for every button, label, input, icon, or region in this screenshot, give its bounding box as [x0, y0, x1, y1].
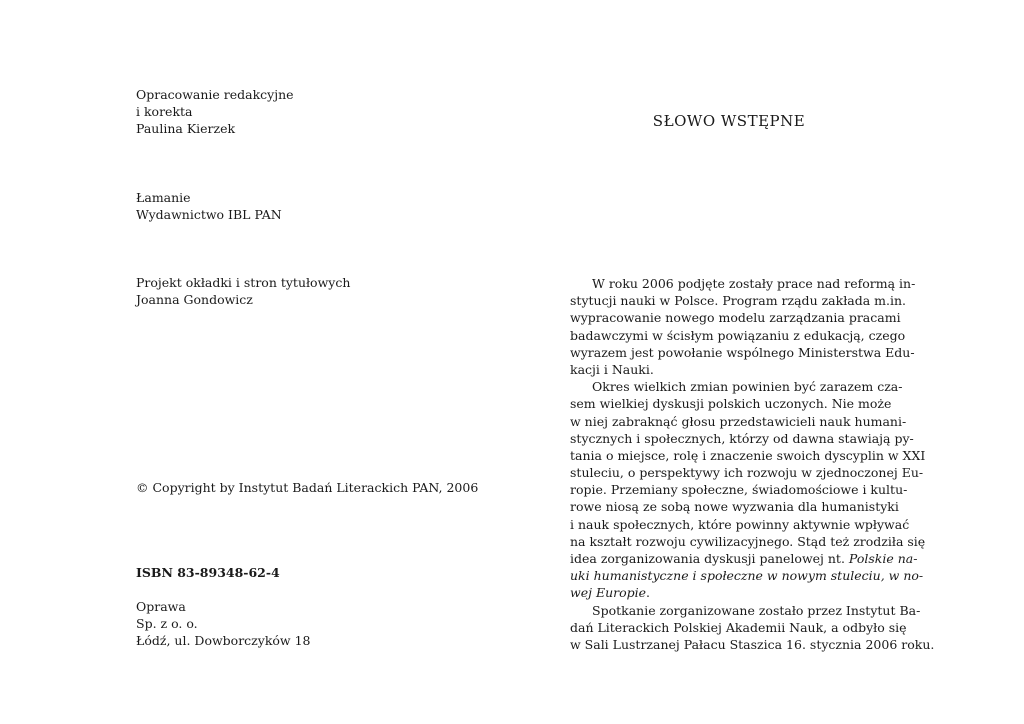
text-line: stycznych i społecznych, którzy od dawna stawiają py-	[570, 430, 914, 446]
text-line: wyrazem jest powołanie wspólnego Ministerstwa Edu-	[570, 344, 915, 360]
editing-credit	[136, 86, 294, 137]
text-line: dań Literackich Polskiej Akademii Nauk, a odbyło się	[570, 619, 907, 635]
italic-title-segment: wej Europie	[570, 585, 647, 601]
text-line: sem wielkiej dyskusji polskich uczonych. Nie może	[570, 396, 892, 412]
text-segment: .	[646, 585, 651, 601]
text-segment: idea zorganizowania dyskusji panelowej nt.	[570, 551, 845, 566]
text-line: W roku 2006 podjęte zostały prace nad reformą in-	[592, 276, 916, 291]
preface-text	[570, 275, 935, 653]
cover-design-role: Projekt okładki i stron tytułowych	[136, 275, 351, 290]
cover-design-person: Joanna Gondowicz	[136, 292, 253, 307]
page-title: SŁOWO WSTĘPNE	[652, 112, 806, 130]
text-line: w niej zabraknąć głosu przedstawicieli nauk humani-	[570, 413, 907, 429]
text-line-mixed	[570, 550, 918, 567]
text-line: rowe niosą ze sobą nowe wyzwania dla humanistyki	[570, 499, 899, 515]
binding-company: Sp. z o. o.	[136, 616, 198, 631]
text-line: i nauk społecznych, które powinny aktywnie wpływać	[570, 516, 910, 532]
text-line: kacji i Nauki.	[570, 361, 654, 377]
text-line: ropie. Przemiany społeczne, świadomościowe i kultu-	[570, 482, 908, 498]
binding-address: Łódź, ul. Dowborczyków 18	[136, 633, 311, 648]
typesetting-role: Łamanie	[136, 190, 191, 205]
text-line-mixed	[570, 584, 888, 601]
italic-title-segment: Polskie na-	[848, 551, 918, 566]
typesetting-credit	[136, 189, 282, 223]
cover-design-credit	[136, 274, 350, 308]
text-line: badawczymi w ścisłym powiązaniu z edukacją, czego	[570, 327, 906, 343]
binding-credit	[136, 598, 311, 649]
text-line: Spotkanie zorganizowane zostało przez Instytut Ba-	[592, 602, 921, 618]
text-line: wypracowanie nowego modelu zarządzania pracami	[570, 310, 901, 326]
text-line: w Sali Lustrzanej Pałacu Staszica 16. stycznia 2006 roku.	[570, 636, 935, 652]
copyright-notice: © Copyright by Instytut Badań Literackich PAN, 2006	[136, 480, 479, 495]
italic-title-line: uki humanistyczne i społeczne w nowym stuleciu, w no-	[570, 568, 924, 584]
isbn: ISBN 83-89348-62-4	[136, 565, 280, 580]
editing-role-cont: i korekta	[136, 104, 193, 119]
text-line: tania o miejsce, rolę i znaczenie swoich dyscyplin w XXI	[570, 447, 926, 463]
text-line: Okres wielkich zmian powinien być zarazem cza-	[592, 379, 903, 395]
text-line: stytucji nauki w Polsce. Program rządu zakłada m.in.	[570, 293, 906, 309]
text-line: na kształt rozwoju cywilizacyjnego. Stąd też zrodziła się	[570, 533, 926, 549]
editing-role: Opracowanie redakcyjne	[136, 87, 294, 102]
binding-role: Oprawa	[136, 599, 186, 614]
typesetting-person: Wydawnictwo IBL PAN	[136, 207, 282, 222]
editing-person: Paulina Kierzek	[136, 121, 236, 136]
text-line: stuleciu, o perspektywy ich rozwoju w zjednoczonej Eu-	[570, 465, 924, 481]
